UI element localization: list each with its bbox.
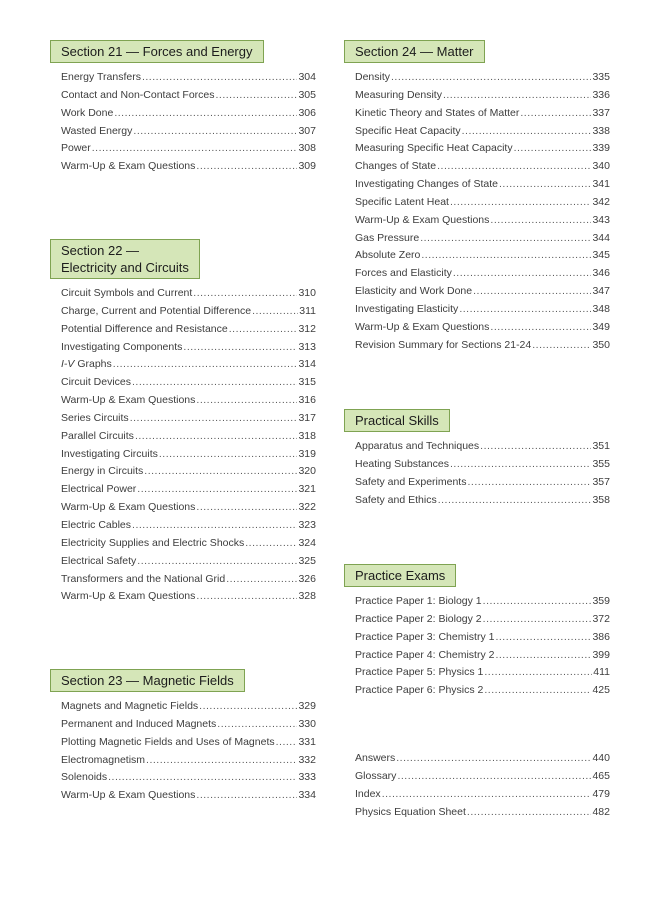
practice-exams-entries — [344, 593, 610, 700]
toc-entry-leader — [216, 87, 298, 105]
toc-entry[interactable] — [61, 446, 316, 464]
toc-entry-leader — [514, 140, 592, 158]
toc-entry-leader — [438, 492, 592, 510]
toc-entry-page: 337 — [592, 106, 610, 119]
toc-entry[interactable] — [355, 593, 610, 611]
toc-entry-leader — [396, 750, 591, 768]
practice-exams-title: Practice Exams — [355, 568, 446, 583]
toc-entry-leader — [108, 769, 297, 787]
toc-entry-leader — [382, 786, 592, 804]
toc-entry[interactable] — [61, 716, 316, 734]
toc-entry-page: 331 — [298, 735, 316, 748]
toc-entry-title: Investigating Changes of State — [355, 178, 499, 191]
toc-entry-title: Density — [355, 71, 391, 83]
section-22 — [50, 239, 316, 606]
toc-entry-page: 330 — [298, 717, 316, 730]
toc-entry-page: 338 — [592, 124, 610, 137]
toc-entry-page: 318 — [298, 429, 316, 442]
toc-entry-title: Answers — [355, 752, 396, 764]
toc-entry-title-italic: I-V — [61, 358, 75, 371]
toc-entry-leader — [159, 446, 298, 464]
toc-entry-page: 340 — [592, 160, 610, 173]
toc-entry-title: Investigating Components — [61, 340, 183, 353]
toc-entry-leader — [217, 716, 297, 734]
toc-entry-page: 339 — [592, 142, 610, 155]
toc-entry-title: Energy Transfers — [61, 71, 141, 83]
toc-entry[interactable] — [61, 69, 316, 87]
toc-entry-title: Index — [355, 787, 381, 800]
toc-entry-leader — [450, 456, 591, 474]
toc-entry-page: 335 — [592, 71, 610, 83]
toc-entry-title: Practice Paper 2: Biology 2 — [355, 612, 482, 625]
toc-entry-leader — [459, 301, 591, 319]
toc-entry-page: 324 — [298, 536, 316, 549]
toc-entry[interactable] — [61, 752, 316, 770]
toc-entry[interactable] — [355, 456, 610, 474]
toc-entry-title: Warm-Up & Exam Questions — [61, 394, 196, 407]
toc-entry[interactable] — [61, 105, 316, 123]
toc-entry-page: 344 — [592, 231, 610, 244]
toc-entry-leader — [252, 303, 298, 321]
toc-entry-page: 304 — [298, 71, 316, 83]
toc-entry-leader — [196, 787, 297, 805]
toc-entry-page: 312 — [298, 322, 316, 335]
toc-entry-leader — [196, 158, 297, 176]
toc-entry[interactable] — [355, 176, 610, 194]
section-practice-exams — [344, 564, 610, 700]
toc-entry-page: 307 — [298, 124, 316, 137]
toc-entry-page: 348 — [592, 302, 610, 315]
toc-entry-title: Electrical Safety — [61, 554, 137, 567]
toc-entry-leader — [137, 481, 297, 499]
toc-entry-page: 323 — [298, 518, 316, 531]
toc-entry-title: Contact and Non-Contact Forces — [61, 88, 215, 101]
toc-entry[interactable] — [355, 212, 610, 230]
toc-entry-title: Apparatus and Techniques — [355, 440, 480, 452]
section-22-header — [50, 239, 200, 279]
toc-entry[interactable] — [61, 356, 316, 374]
toc-entry[interactable] — [355, 247, 610, 265]
toc-entry-title: Wasted Energy — [61, 124, 133, 137]
section-22-title-line2: Electricity and Circuits — [61, 260, 189, 275]
toc-entry-title: Investigating Elasticity — [355, 302, 459, 315]
toc-entry-leader — [132, 374, 297, 392]
toc-entry[interactable] — [61, 499, 316, 517]
section-24-header — [344, 40, 485, 63]
toc-entry-leader — [480, 438, 591, 456]
toc-entry-leader — [135, 428, 298, 446]
toc-entry-leader — [130, 410, 298, 428]
toc-entry-leader — [473, 283, 591, 301]
toc-entry-title: Practice Paper 5: Physics 1 — [355, 666, 484, 679]
toc-entry-title: Practice Paper 3: Chemistry 1 — [355, 630, 495, 643]
toc-entry-title: Safety and Ethics — [355, 493, 437, 506]
toc-entry[interactable] — [355, 474, 610, 492]
toc-entry-leader — [443, 87, 592, 105]
toc-entry-leader — [495, 647, 591, 665]
toc-entry[interactable] — [355, 69, 610, 87]
toc-entry-title: Magnets and Magnetic Fields — [61, 700, 199, 712]
toc-entry-title: Practice Paper 6: Physics 2 — [355, 684, 484, 697]
toc-entry-page: 347 — [592, 285, 610, 298]
toc-entry[interactable] — [61, 158, 316, 176]
toc-entry-page: 328 — [298, 590, 316, 603]
toc-entry-leader — [146, 752, 297, 770]
toc-entry-page: 313 — [298, 340, 316, 353]
toc-entry-leader — [520, 105, 591, 123]
toc-entry[interactable] — [61, 428, 316, 446]
toc-entry-leader — [467, 474, 591, 492]
toc-entry-title: Warm-Up & Exam Questions — [61, 501, 196, 514]
toc-entry-page: 341 — [592, 178, 610, 191]
toc-entry-title: Circuit Devices — [61, 376, 132, 389]
toc-entry[interactable] — [355, 105, 610, 123]
toc-entry-title: Permanent and Induced Magnets — [61, 717, 217, 730]
toc-entry[interactable] — [355, 301, 610, 319]
toc-entry-title: Physics Equation Sheet — [355, 805, 466, 818]
section-21 — [50, 40, 316, 176]
practice-exams-header — [344, 564, 456, 587]
toc-entry[interactable] — [61, 769, 316, 787]
section-24-entries — [344, 69, 610, 355]
toc-entry[interactable] — [61, 123, 316, 141]
toc-entry-title: Glossary — [355, 769, 397, 782]
toc-entry[interactable] — [355, 438, 610, 456]
toc-entry-page: 411 — [593, 666, 610, 679]
toc-entry-leader — [499, 176, 591, 194]
toc-entry-title: Parallel Circuits — [61, 429, 134, 442]
toc-entry-leader — [483, 593, 592, 611]
toc-entry-leader — [92, 140, 298, 158]
toc-entry-leader — [484, 664, 592, 682]
toc-entry-title: Energy in Circuits — [61, 465, 144, 478]
toc-entry-page: 305 — [298, 88, 316, 101]
toc-entry-page: 350 — [592, 338, 610, 351]
toc-entry-title-rest: Graphs — [74, 358, 112, 371]
toc-entry-leader — [229, 321, 298, 339]
toc-entry-leader — [490, 319, 591, 337]
toc-entry[interactable] — [61, 535, 316, 553]
toc-entry-title: Measuring Density — [355, 88, 442, 101]
toc-entry-page: 315 — [298, 376, 316, 389]
toc-entry-leader — [113, 356, 298, 374]
toc-entry-leader — [137, 553, 297, 571]
section-23-header — [50, 669, 245, 692]
toc-entry-leader — [437, 158, 591, 176]
toc-entry-title: Practice Paper 4: Chemistry 2 — [355, 648, 495, 661]
toc-entry-title: Investigating Circuits — [61, 447, 158, 460]
toc-entry-page: 317 — [298, 411, 316, 424]
toc-entry-title: Safety and Experiments — [355, 475, 467, 488]
section-23-entries — [50, 698, 316, 805]
toc-entry[interactable] — [355, 337, 610, 355]
toc-entry[interactable] — [355, 319, 610, 337]
toc-entry-page: 329 — [298, 700, 316, 712]
toc-entry-title: Electrical Power — [61, 483, 137, 496]
toc-entry-page: 342 — [592, 195, 610, 208]
toc-entry[interactable] — [355, 492, 610, 510]
toc-entry[interactable] — [355, 123, 610, 141]
toc-entry[interactable] — [355, 629, 610, 647]
toc-entry-page: 399 — [592, 648, 610, 661]
toc-entry[interactable] — [61, 571, 316, 589]
toc-entry-title: Kinetic Theory and States of Matter — [355, 106, 520, 119]
toc-entry-page: 425 — [592, 684, 610, 697]
toc-entry[interactable] — [61, 698, 316, 716]
toc-entry-leader — [462, 123, 592, 141]
toc-entry-page: 372 — [592, 612, 610, 625]
toc-entry-page: 314 — [298, 358, 316, 371]
toc-entry-title: Warm-Up & Exam Questions — [355, 213, 490, 226]
toc-entry-page: 316 — [298, 394, 316, 407]
toc-entry-page: 386 — [592, 630, 610, 643]
toc-entry-title: Changes of State — [355, 160, 437, 173]
toc-entry-leader — [142, 69, 298, 87]
toc-entry[interactable] — [355, 140, 610, 158]
toc-entry[interactable] — [61, 374, 316, 392]
section-21-title: Section 21 — Forces and Energy — [61, 44, 253, 59]
section-back-matter — [344, 750, 610, 821]
practical-skills-title: Practical Skills — [355, 413, 439, 428]
toc-entry-title: Measuring Specific Heat Capacity — [355, 142, 513, 155]
toc-entry[interactable] — [355, 194, 610, 212]
toc-entry-leader — [450, 194, 591, 212]
toc-entry-leader — [183, 339, 297, 357]
toc-entry-leader — [490, 212, 591, 230]
toc-entry[interactable] — [355, 158, 610, 176]
toc-entry-leader — [483, 611, 592, 629]
toc-entry-leader — [226, 571, 297, 589]
toc-entry-title: Warm-Up & Exam Questions — [355, 320, 490, 333]
toc-entry[interactable] — [61, 303, 316, 321]
toc-entry[interactable] — [355, 611, 610, 629]
toc-entry[interactable] — [61, 140, 316, 158]
toc-entry[interactable] — [61, 481, 316, 499]
toc-entry-leader — [484, 682, 591, 700]
toc-entry[interactable] — [61, 553, 316, 571]
toc-entry-title: Specific Heat Capacity — [355, 124, 461, 137]
toc-entry-page: 345 — [592, 249, 610, 262]
toc-entry-page: 326 — [298, 572, 316, 585]
toc-entry-leader — [196, 588, 297, 606]
toc-entry-title: Work Done — [61, 106, 114, 119]
toc-entry-page: 355 — [592, 457, 610, 470]
toc-entry-title: Absolute Zero — [355, 249, 421, 262]
toc-entry[interactable] — [355, 664, 610, 682]
toc-entry-title: Electric Cables — [61, 518, 132, 531]
section-22-entries — [50, 285, 316, 606]
toc-entry[interactable] — [355, 647, 610, 665]
toc-entry-page: 325 — [298, 554, 316, 567]
toc-entry-leader — [391, 69, 591, 87]
toc-entry[interactable] — [61, 410, 316, 428]
toc-entry-page: 346 — [592, 267, 610, 280]
toc-entry-page: 308 — [298, 142, 316, 155]
toc-entry[interactable] — [355, 283, 610, 301]
toc-entry-page: 351 — [592, 440, 610, 452]
toc-entry[interactable] — [61, 787, 316, 805]
toc-entry-title: Gas Pressure — [355, 231, 420, 244]
toc-entry-page: 306 — [298, 106, 316, 119]
toc-entry-page: 334 — [298, 789, 316, 802]
toc-entry[interactable] — [61, 517, 316, 535]
toc-entry[interactable] — [355, 768, 610, 786]
section-23-title: Section 23 — Magnetic Fields — [61, 673, 234, 688]
toc-entry-title: Circuit Symbols and Current — [61, 287, 193, 299]
section-21-header — [50, 40, 264, 63]
section-practical-skills — [344, 409, 610, 509]
toc-entry-leader — [196, 392, 297, 410]
toc-entry-leader — [193, 285, 297, 303]
toc-entry-page: 322 — [298, 501, 316, 514]
toc-entry-title: Electromagnetism — [61, 753, 146, 766]
toc-entry[interactable] — [355, 682, 610, 700]
toc-entry[interactable] — [61, 392, 316, 410]
toc-entry-title: Warm-Up & Exam Questions — [61, 590, 196, 603]
toc-entry-page: 321 — [298, 483, 316, 496]
toc-entry-page: 482 — [592, 805, 610, 818]
toc-entry[interactable] — [355, 87, 610, 105]
toc-entry[interactable] — [61, 463, 316, 481]
toc-entry-page: 440 — [592, 752, 610, 764]
toc-entry[interactable] — [355, 804, 610, 822]
practical-skills-header — [344, 409, 450, 432]
toc-entry-page: 311 — [299, 304, 316, 317]
toc-entry-leader — [144, 463, 297, 481]
toc-entry[interactable] — [355, 265, 610, 283]
toc-entry-title: Solenoids — [61, 771, 108, 784]
toc-entry-title: Heating Substances — [355, 457, 449, 470]
toc-entry-leader — [133, 123, 297, 141]
section-22-title-line1: Section 22 — — [61, 243, 140, 258]
toc-entry[interactable] — [61, 588, 316, 606]
toc-entry-page: 479 — [592, 787, 610, 800]
toc-entry-title: Power — [61, 142, 91, 155]
section-24-title: Section 24 — Matter — [355, 44, 474, 59]
toc-entry-page: 319 — [298, 447, 316, 460]
toc-entry-leader — [495, 629, 591, 647]
toc-entry-page: 310 — [298, 287, 316, 299]
toc-entry-title: Transformers and the National Grid — [61, 572, 226, 585]
toc-entry-leader — [467, 804, 592, 822]
toc-entry-page: 349 — [592, 320, 610, 333]
toc-entry-page: 357 — [592, 475, 610, 488]
toc-entry-title: Warm-Up & Exam Questions — [61, 160, 196, 173]
toc-entry-title — [61, 356, 112, 374]
toc-entry-page: 358 — [592, 493, 610, 506]
back-matter-entries — [344, 750, 610, 821]
toc-entry-page: 359 — [592, 595, 610, 607]
toc-entry-title: Plotting Magnetic Fields and Uses of Magnets — [61, 735, 275, 748]
toc-entry-page: 309 — [298, 160, 316, 173]
toc-entry-page: 343 — [592, 213, 610, 226]
toc-entry-leader — [199, 698, 297, 716]
toc-entry-leader — [532, 337, 591, 355]
toc-entry-title: Revision Summary for Sections 21-24 — [355, 338, 532, 351]
toc-entry-title: Series Circuits — [61, 411, 129, 424]
toc-entry-title: Charge, Current and Potential Difference — [61, 304, 252, 317]
toc-entry-leader — [453, 265, 592, 283]
toc-entry-page: 320 — [298, 465, 316, 478]
toc-entry-title: Practice Paper 1: Biology 1 — [355, 595, 482, 607]
toc-entry-leader — [276, 734, 298, 752]
section-24 — [344, 40, 610, 355]
toc-entry-title: Electricity Supplies and Electric Shocks — [61, 536, 245, 549]
toc-entry-page: 336 — [592, 88, 610, 101]
toc-entry-title: Forces and Elasticity — [355, 267, 452, 280]
toc-entry[interactable] — [355, 230, 610, 248]
toc-entry-leader — [132, 517, 297, 535]
toc-entry[interactable] — [61, 734, 316, 752]
toc-entry-title: Warm-Up & Exam Questions — [61, 789, 196, 802]
toc-entry-leader — [421, 247, 591, 265]
toc-entry[interactable] — [61, 87, 316, 105]
toc-entry-title: Potential Difference and Resistance — [61, 322, 228, 335]
toc-entry-leader — [420, 230, 591, 248]
toc-entry-page: 332 — [298, 753, 316, 766]
practical-skills-entries — [344, 438, 610, 509]
section-23 — [50, 669, 316, 805]
toc-entry[interactable] — [355, 786, 610, 804]
toc-entry[interactable] — [61, 321, 316, 339]
toc-entry-leader — [114, 105, 297, 123]
toc-entry[interactable] — [355, 750, 610, 768]
toc-entry[interactable] — [61, 339, 316, 357]
toc-entry-leader — [397, 768, 591, 786]
toc-entry-leader — [196, 499, 297, 517]
toc-entry-title: Elasticity and Work Done — [355, 285, 473, 298]
toc-entry-leader — [245, 535, 297, 553]
section-21-entries — [50, 69, 316, 176]
toc-entry-title: Specific Latent Heat — [355, 195, 449, 208]
toc-entry[interactable] — [61, 285, 316, 303]
toc-entry-page: 333 — [298, 771, 316, 784]
toc-entry-page: 465 — [592, 769, 610, 782]
